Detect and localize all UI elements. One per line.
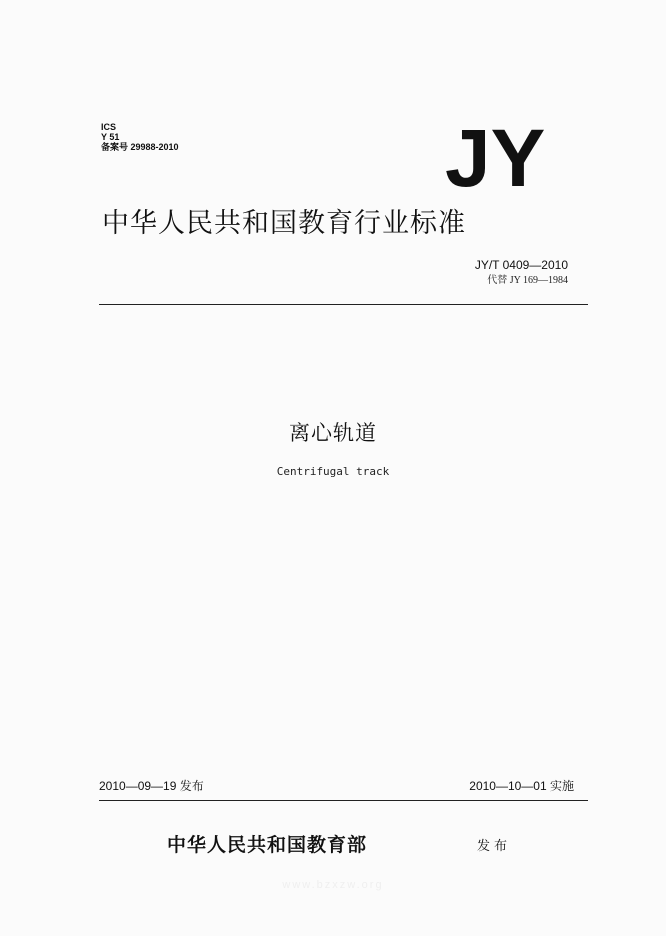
issue-date: 2010—09—19 发布 (99, 779, 204, 793)
document-subtitle: Centrifugal track (276, 465, 390, 478)
record-number: 备案号 29988-2010 (101, 142, 179, 152)
ics-label: ICS (101, 122, 117, 132)
publisher-name: 中华人民共和国教育部 (167, 834, 368, 856)
replaces-note: 代替 JY 169—1984 (487, 275, 568, 286)
jy-logo: JY (445, 113, 546, 204)
watermark: www.bzxzw.org (282, 879, 384, 891)
document-title: 离心轨道 (289, 421, 377, 445)
class-code: Y 51 (101, 132, 120, 142)
implementation-date: 2010—10—01 实施 (469, 779, 574, 793)
standard-title: 中华人民共和国教育行业标准 (102, 208, 466, 239)
classification-block (101, 122, 179, 152)
standard-code: JY/T 0409—2010 (474, 258, 568, 272)
bottom-divider (99, 800, 588, 801)
top-divider (99, 304, 588, 305)
publish-label: 发布 (477, 839, 512, 854)
